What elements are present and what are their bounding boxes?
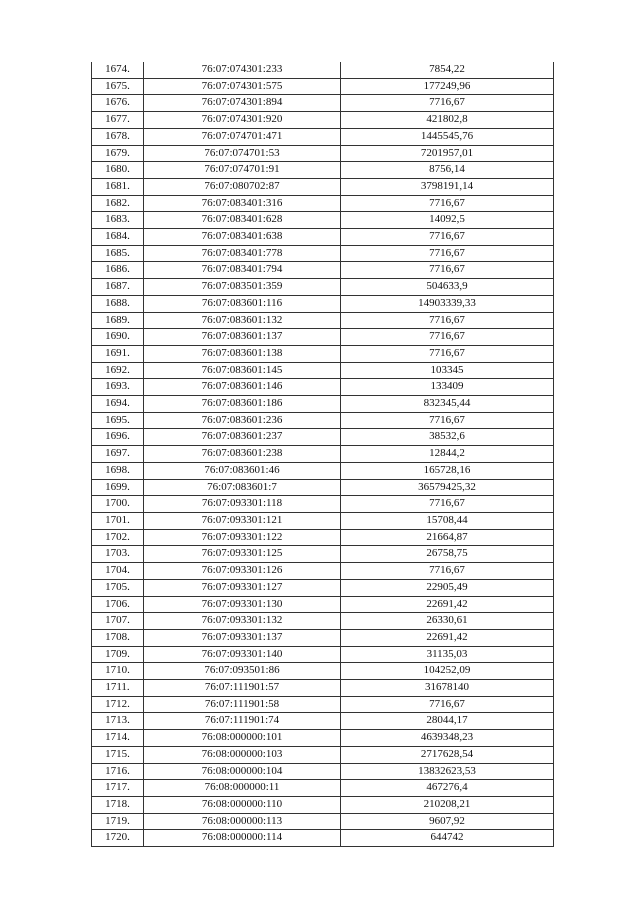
cadastral-number-cell: 76:08:000000:104 (144, 763, 341, 780)
table-body (92, 62, 554, 847)
cadastral-number-cell: 76:07:093301:126 (144, 563, 341, 580)
table-row (92, 295, 554, 312)
table-row (92, 212, 554, 229)
row-number-cell: 1720. (92, 830, 144, 847)
cadastral-value-cell: 22691,42 (341, 596, 554, 613)
cadastral-number-cell: 76:07:083601:138 (144, 345, 341, 362)
table-row (92, 112, 554, 129)
cadastral-value-cell: 177249,96 (341, 78, 554, 95)
cadastral-number-cell: 76:07:083501:359 (144, 279, 341, 296)
row-number-cell: 1693. (92, 379, 144, 396)
table-row (92, 245, 554, 262)
cadastral-number-cell: 76:07:093301:130 (144, 596, 341, 613)
table-row (92, 345, 554, 362)
cadastral-number-cell: 76:07:111901:57 (144, 680, 341, 697)
cadastral-value-cell: 421802,8 (341, 112, 554, 129)
row-number-cell: 1701. (92, 512, 144, 529)
table-row (92, 162, 554, 179)
cadastral-number-cell: 76:08:000000:110 (144, 796, 341, 813)
row-number-cell: 1694. (92, 396, 144, 413)
row-number-cell: 1699. (92, 479, 144, 496)
row-number-cell: 1678. (92, 128, 144, 145)
row-number-cell: 1676. (92, 95, 144, 112)
row-number-cell: 1704. (92, 563, 144, 580)
table-row (92, 763, 554, 780)
cadastral-value-cell: 7716,67 (341, 329, 554, 346)
cadastral-value-cell: 7716,67 (341, 412, 554, 429)
cadastral-number-cell: 76:07:074301:920 (144, 112, 341, 129)
cadastral-value-cell: 21664,87 (341, 529, 554, 546)
cadastral-number-cell: 76:07:083601:132 (144, 312, 341, 329)
cadastral-value-cell: 210208,21 (341, 796, 554, 813)
row-number-cell: 1675. (92, 78, 144, 95)
table-row (92, 312, 554, 329)
cadastral-number-cell: 76:07:074701:53 (144, 145, 341, 162)
cadastral-number-cell: 76:07:093301:127 (144, 579, 341, 596)
row-number-cell: 1717. (92, 780, 144, 797)
row-number-cell: 1682. (92, 195, 144, 212)
cadastral-number-cell: 76:08:000000:103 (144, 746, 341, 763)
cadastral-value-cell: 14903339,33 (341, 295, 554, 312)
row-number-cell: 1690. (92, 329, 144, 346)
cadastral-number-cell: 76:07:083601:7 (144, 479, 341, 496)
cadastral-number-cell: 76:07:074301:233 (144, 62, 341, 78)
row-number-cell: 1692. (92, 362, 144, 379)
cadastral-value-cell: 22691,42 (341, 629, 554, 646)
table-row (92, 596, 554, 613)
table-row (92, 680, 554, 697)
table-row (92, 746, 554, 763)
cadastral-number-cell: 76:07:111901:74 (144, 713, 341, 730)
table-row (92, 462, 554, 479)
cadastral-number-cell: 76:07:074301:575 (144, 78, 341, 95)
cadastral-number-cell: 76:07:074701:471 (144, 128, 341, 145)
cadastral-value-cell: 28044,17 (341, 713, 554, 730)
table-row (92, 128, 554, 145)
table-row (92, 446, 554, 463)
row-number-cell: 1686. (92, 262, 144, 279)
row-number-cell: 1711. (92, 680, 144, 697)
cadastral-number-cell: 76:07:093501:86 (144, 663, 341, 680)
cadastral-number-cell: 76:07:083601:46 (144, 462, 341, 479)
row-number-cell: 1679. (92, 145, 144, 162)
table-row (92, 646, 554, 663)
cadastral-value-cell: 8756,14 (341, 162, 554, 179)
row-number-cell: 1696. (92, 429, 144, 446)
cadastral-value-cell: 7716,67 (341, 229, 554, 246)
cadastral-number-cell: 76:07:093301:122 (144, 529, 341, 546)
cadastral-number-cell: 76:07:093301:132 (144, 613, 341, 630)
cadastral-number-cell: 76:07:083601:236 (144, 412, 341, 429)
cadastral-value-cell: 832345,44 (341, 396, 554, 413)
cadastral-number-cell: 76:07:093301:125 (144, 546, 341, 563)
table-row (92, 229, 554, 246)
row-number-cell: 1684. (92, 229, 144, 246)
table-row (92, 663, 554, 680)
cadastral-value-table (91, 62, 554, 847)
table-row (92, 563, 554, 580)
table-row (92, 730, 554, 747)
cadastral-number-cell: 76:07:083601:146 (144, 379, 341, 396)
cadastral-number-cell: 76:07:083401:628 (144, 212, 341, 229)
row-number-cell: 1689. (92, 312, 144, 329)
cadastral-value-cell: 7716,67 (341, 95, 554, 112)
cadastral-number-cell: 76:07:083601:238 (144, 446, 341, 463)
table-row (92, 145, 554, 162)
cadastral-value-cell: 133409 (341, 379, 554, 396)
cadastral-number-cell: 76:07:093301:137 (144, 629, 341, 646)
table-row (92, 279, 554, 296)
cadastral-value-cell: 31678140 (341, 680, 554, 697)
row-number-cell: 1718. (92, 796, 144, 813)
cadastral-number-cell: 76:08:000000:113 (144, 813, 341, 830)
cadastral-number-cell: 76:07:083601:186 (144, 396, 341, 413)
cadastral-value-cell: 7716,67 (341, 195, 554, 212)
row-number-cell: 1683. (92, 212, 144, 229)
row-number-cell: 1714. (92, 730, 144, 747)
table-row (92, 613, 554, 630)
table-row (92, 780, 554, 797)
row-number-cell: 1681. (92, 178, 144, 195)
row-number-cell: 1706. (92, 596, 144, 613)
table-row (92, 429, 554, 446)
row-number-cell: 1698. (92, 462, 144, 479)
row-number-cell: 1716. (92, 763, 144, 780)
row-number-cell: 1695. (92, 412, 144, 429)
cadastral-number-cell: 76:07:083401:638 (144, 229, 341, 246)
cadastral-value-cell: 14092,5 (341, 212, 554, 229)
cadastral-number-cell: 76:07:111901:58 (144, 696, 341, 713)
cadastral-value-cell: 7716,67 (341, 696, 554, 713)
cadastral-number-cell: 76:08:000000:114 (144, 830, 341, 847)
cadastral-value-cell: 504633,9 (341, 279, 554, 296)
cadastral-value-cell: 1445545,76 (341, 128, 554, 145)
row-number-cell: 1712. (92, 696, 144, 713)
cadastral-value-cell: 165728,16 (341, 462, 554, 479)
table-row (92, 696, 554, 713)
cadastral-number-cell: 76:07:093301:118 (144, 496, 341, 513)
table-row (92, 78, 554, 95)
row-number-cell: 1691. (92, 345, 144, 362)
row-number-cell: 1700. (92, 496, 144, 513)
cadastral-value-cell: 7716,67 (341, 563, 554, 580)
table-row (92, 512, 554, 529)
cadastral-value-cell: 22905,49 (341, 579, 554, 596)
table-row (92, 396, 554, 413)
table-row (92, 62, 554, 78)
table-row (92, 813, 554, 830)
table-row (92, 195, 554, 212)
row-number-cell: 1674. (92, 62, 144, 78)
row-number-cell: 1710. (92, 663, 144, 680)
cadastral-value-cell: 7716,67 (341, 245, 554, 262)
row-number-cell: 1687. (92, 279, 144, 296)
row-number-cell: 1709. (92, 646, 144, 663)
cadastral-value-cell: 467276,4 (341, 780, 554, 797)
row-number-cell: 1708. (92, 629, 144, 646)
row-number-cell: 1703. (92, 546, 144, 563)
cadastral-number-cell: 76:07:083601:116 (144, 295, 341, 312)
table-row (92, 629, 554, 646)
cadastral-value-cell: 7716,67 (341, 345, 554, 362)
row-number-cell: 1702. (92, 529, 144, 546)
row-number-cell: 1707. (92, 613, 144, 630)
row-number-cell: 1719. (92, 813, 144, 830)
row-number-cell: 1713. (92, 713, 144, 730)
table-row (92, 412, 554, 429)
cadastral-value-cell: 7201957,01 (341, 145, 554, 162)
cadastral-number-cell: 76:07:080702:87 (144, 178, 341, 195)
table-row (92, 479, 554, 496)
row-number-cell: 1715. (92, 746, 144, 763)
cadastral-value-cell: 7716,67 (341, 496, 554, 513)
row-number-cell: 1705. (92, 579, 144, 596)
cadastral-number-cell: 76:07:083601:137 (144, 329, 341, 346)
cadastral-value-cell: 2717628,54 (341, 746, 554, 763)
cadastral-value-cell: 3798191,14 (341, 178, 554, 195)
table-row (92, 830, 554, 847)
cadastral-number-cell: 76:07:083601:145 (144, 362, 341, 379)
cadastral-number-cell: 76:07:093301:121 (144, 512, 341, 529)
table-row (92, 95, 554, 112)
table-row (92, 362, 554, 379)
cadastral-value-cell: 7854,22 (341, 62, 554, 78)
cadastral-value-cell: 15708,44 (341, 512, 554, 529)
row-number-cell: 1677. (92, 112, 144, 129)
table-row (92, 379, 554, 396)
cadastral-value-cell: 31135,03 (341, 646, 554, 663)
cadastral-value-cell: 103345 (341, 362, 554, 379)
cadastral-number-cell: 76:07:074701:91 (144, 162, 341, 179)
table-row (92, 713, 554, 730)
cadastral-number-cell: 76:07:074301:894 (144, 95, 341, 112)
row-number-cell: 1680. (92, 162, 144, 179)
cadastral-value-cell: 38532,6 (341, 429, 554, 446)
cadastral-number-cell: 76:07:093301:140 (144, 646, 341, 663)
cadastral-value-cell: 4639348,23 (341, 730, 554, 747)
cadastral-value-cell: 7716,67 (341, 262, 554, 279)
table-row (92, 579, 554, 596)
cadastral-value-cell: 36579425,32 (341, 479, 554, 496)
cadastral-value-cell: 26758,75 (341, 546, 554, 563)
cadastral-value-cell: 12844,2 (341, 446, 554, 463)
row-number-cell: 1685. (92, 245, 144, 262)
cadastral-value-cell: 13832623,53 (341, 763, 554, 780)
table-row (92, 496, 554, 513)
cadastral-value-cell: 26330,61 (341, 613, 554, 630)
cadastral-number-cell: 76:08:000000:11 (144, 780, 341, 797)
cadastral-value-cell: 7716,67 (341, 312, 554, 329)
table-row (92, 329, 554, 346)
table-row (92, 529, 554, 546)
cadastral-number-cell: 76:08:000000:101 (144, 730, 341, 747)
table-row (92, 546, 554, 563)
row-number-cell: 1697. (92, 446, 144, 463)
cadastral-number-cell: 76:07:083401:316 (144, 195, 341, 212)
cadastral-number-cell: 76:07:083601:237 (144, 429, 341, 446)
cadastral-value-cell: 104252,09 (341, 663, 554, 680)
cadastral-value-cell: 9607,92 (341, 813, 554, 830)
table-row (92, 796, 554, 813)
row-number-cell: 1688. (92, 295, 144, 312)
table-row (92, 178, 554, 195)
cadastral-value-cell: 644742 (341, 830, 554, 847)
cadastral-number-cell: 76:07:083401:794 (144, 262, 341, 279)
table-row (92, 262, 554, 279)
cadastral-number-cell: 76:07:083401:778 (144, 245, 341, 262)
